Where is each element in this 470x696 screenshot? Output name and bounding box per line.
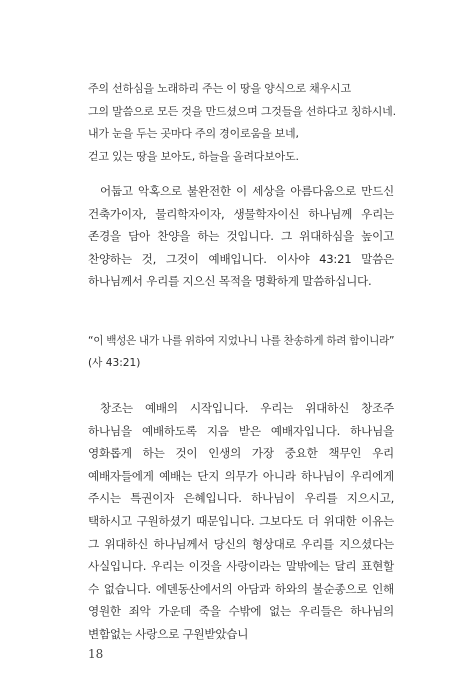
body-paragraph-1: 어둡고 악혹으로 불완전한 이 세상을 아름다움으로 만드신 건축가이자, 물리학자이자, 생물학자이신 하나님께 우리는 존경을 담아 찬양을 하는 것입니다. 그 위대하심을 높이고 찬양하는 것, 그것이 예배입니다. 이사야 43:21 말씀은 하나님께서 우리를 지으신 목적을 명확하게 말씀하십니다. xyxy=(88,184,394,289)
page-number: 18 xyxy=(88,647,104,661)
poem-line: 내가 눈을 두는 곳마다 주의 경이로움을 보네, xyxy=(88,127,299,140)
quote-text: “이 백성은 내가 나를 위하여 지었나니 나를 찬송하게 하려 함이니라” xyxy=(88,335,395,347)
poem-line: 걷고 있는 땅을 보아도, 하늘을 올려다보아도. xyxy=(88,149,299,163)
poem-line: 주의 선하심을 노래하리 주는 이 땅을 양식으로 채우시고 xyxy=(88,82,351,95)
quote-reference: (사 43:21) xyxy=(88,357,141,369)
scripture-quote xyxy=(88,330,408,374)
poem-block xyxy=(88,78,418,168)
body-paragraph-2: 창조는 예배의 시작입니다. 우리는 위대하신 창조주 하나님을 예배하도록 지음 받은 예배자입니다. 하나님을 영화롭게 하는 것이 인생의 가장 중요한 책무인 우리 예배자들에게 예배는 단지 의무가 아니라 하나님이 우리에게 주시는 특권이자 은혜입니다. 하나님이 우리를 지으시고, 택하시고 구원하셨기 때문입니다. 그보다도 더 위대한 이유는 그 위대하신 하나님께서 당신의 형상대로 우리를 지으셨다는 사실입니다. 우리는 이것을 사랑이라는 말밖에는 달리 표현할 수 없습니다. 에덴동산에서의 아담과 하와의 불순종으로 인해 영원한 죄악 가운데 죽을 수밖에 없는 우리들은 하나님의 변함없는 사랑으로 구원받았습니 xyxy=(88,401,394,641)
poem-line: 그의 말씀으로 모든 것을 만드셨으며 그것들을 선하다고 칭하시네. xyxy=(88,104,396,118)
